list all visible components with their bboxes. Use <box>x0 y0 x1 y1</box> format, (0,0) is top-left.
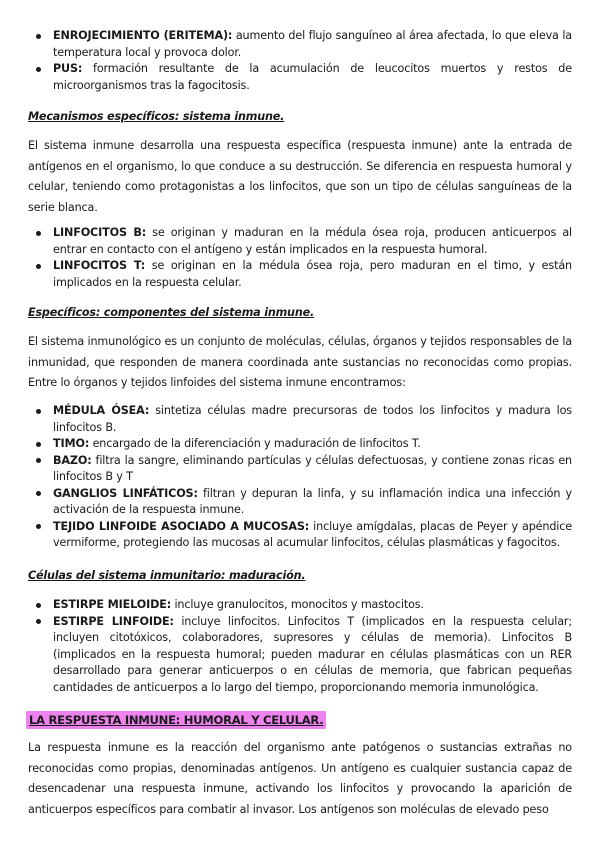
item-text: sintetiza células madre precursoras de todos los linfocitos y madura los linfocitos B. <box>53 404 572 434</box>
item-term: LINFOCITOS T: <box>53 259 146 272</box>
item-term: TIMO: <box>53 437 90 450</box>
item-text: filtra la sangre, eliminando partículas y células defectuosas, y contiene zonas ricas en linfocitos B y T <box>53 453 572 483</box>
list-item <box>34 614 572 697</box>
list-item <box>34 436 572 453</box>
item-term: ESTIRPE MIELOIDE: <box>53 598 172 611</box>
item-text: incluye amígdalas, placas de Peyer y apéndice vermiforme, protegiendo las mucosas al acumular linfocitos, células plasmáticas y fagocitos. <box>53 519 572 549</box>
list-item <box>34 597 572 614</box>
paragraph-immune-system: El sistema inmune desarrolla una respuesta específica (respuesta inmune) ante la entrada de antígenos en el organismo, lo que conduce a su destrucción. Se diferencia en respuesta humoral y celular, teniendo como protagonistas a los linfocitos, que son un tipo de células sanguíneas de la serie blanca. <box>28 139 572 214</box>
inflammation-list <box>34 28 572 94</box>
item-text: aumento del flujo sanguíneo al área afectada, lo que eleva la temperatura local y provoca dolor. <box>53 29 572 59</box>
section-heading-cells: Células del sistema inmunitario: maduración. <box>28 569 306 582</box>
item-text: se originan y maduran en la médula ósea roja, producen anticuerpos al entrar en contacto con el antígeno y están implicados en la respuesta humoral. <box>53 226 572 256</box>
item-text: incluye granulocitos, monocitos y mastocitos. <box>171 598 424 611</box>
section-heading-specific-mechanisms: Mecanismos específicos: sistema inmune. <box>28 110 285 123</box>
list-item <box>34 486 572 519</box>
list-item <box>34 61 572 94</box>
item-text: encargado de la diferenciación y maduración de linfocitos T. <box>89 437 421 450</box>
item-term: ENROJECIMIENTO (ERITEMA): <box>53 29 233 42</box>
item-term: TEJIDO LINFOIDE ASOCIADO A MUCOSAS: <box>53 519 310 533</box>
lymphoid-organs-list <box>34 403 572 552</box>
item-term: MÉDULA ÓSEA: <box>53 404 150 417</box>
lymphocytes-list <box>34 225 572 291</box>
list-item <box>34 403 572 436</box>
item-term: BAZO: <box>53 453 92 467</box>
item-term: GANGLIOS LINFÁTICOS: <box>53 486 198 500</box>
item-term: PUS: <box>53 62 83 75</box>
item-text: filtran y depuran la linfa, y su inflamación indica una infección y activación de la respuesta inmune. <box>53 486 572 516</box>
list-item <box>34 225 572 258</box>
list-item <box>34 258 572 291</box>
list-item <box>34 519 572 552</box>
list-item <box>34 28 572 61</box>
section-heading-components: Específicos: componentes del sistema inmune. <box>28 306 315 319</box>
item-term: LINFOCITOS B: <box>53 226 147 239</box>
cell-lineage-list <box>34 597 572 696</box>
item-text: incluye linfocitos. Linfocitos T (implicados en la respuesta celular; incluyen citotóxicos, colaboradores, supresores y células de memoria). Linfocitos B (implicados en la respuesta humoral; pueden madurar en células plasmáticas con un RER desarrollado para generar anticuerpos o en células de memoria, que fabrican pequeñas cantidades de anticuerpos a lo largo del tiempo, proporcionando memoria inmunológica. <box>53 614 572 694</box>
paragraph-components: El sistema inmunológico es un conjunto de moléculas, células, órganos y tejidos responsables de la inmunidad, que responden de manera coordinada ante sustancias no reconocidas como propias. Entre lo órganos y tejidos linfoides del sistema inmune encontramos: <box>28 335 572 389</box>
section-heading-immune-response: LA RESPUESTA INMUNE: HUMORAL Y CELULAR. <box>26 711 326 729</box>
item-text: se originan en la médula ósea roja, pero maduran en el timo, y están implicados en la respuesta celular. <box>53 259 572 289</box>
item-term: ESTIRPE LINFOIDE: <box>53 614 174 628</box>
item-text: formación resultante de la acumulación de leucocitos muertos y restos de microorganismos tras la fagocitosis. <box>53 62 572 92</box>
list-item <box>34 453 572 486</box>
paragraph-immune-response: La respuesta inmune es la reacción del organismo ante patógenos o sustancias extrañas no reconocidas como propias, denominadas antígenos. Un antígeno es cualquier sustancia capaz de desencadenar una respuesta inmune, activando los linfocitos y provocando la aparición de anticuerpos específicos para combatir al invasor. Los antígenos son moléculas de elevado peso <box>28 741 572 816</box>
